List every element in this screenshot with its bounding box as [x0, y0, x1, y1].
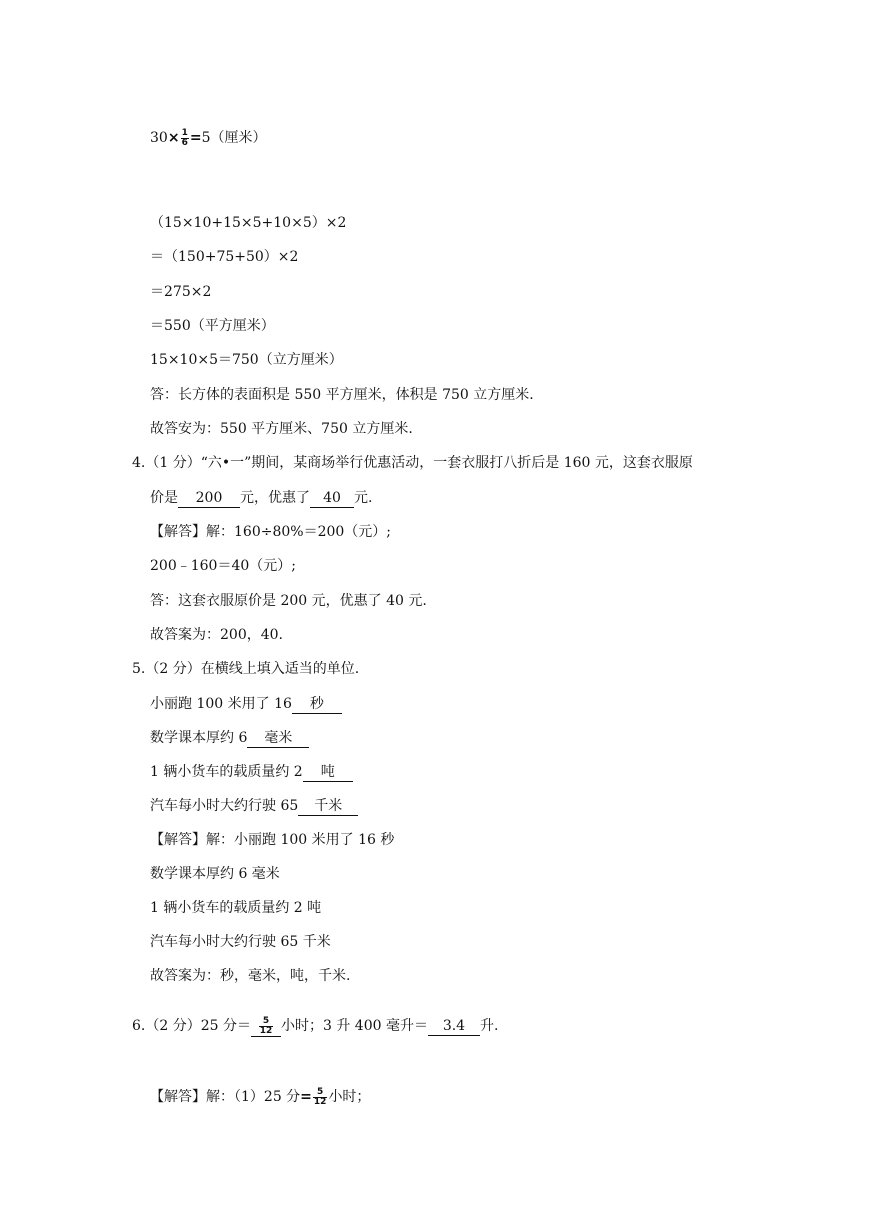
q6-solution-1: 【解答】解：（1）25 分= $\frac{5}{12}$ 小时；	[150, 1086, 371, 1107]
question-text: （1 分）“六•一”期间，某商场举行优惠活动，一套衣服打八折后是 160 元，这套衣服原	[145, 455, 693, 471]
q5-solution-3: 1 辆小货车的载质量约 2 吨	[150, 900, 322, 916]
answer-blank-discount: 40	[310, 489, 354, 508]
fraction-five-twelfths: $\frac{5}{12}$	[313, 1086, 327, 1107]
question-number: 6.	[132, 1018, 146, 1034]
q4-solution-1: 【解答】解：160÷80%＝200（元）;	[150, 524, 392, 540]
question-number: 4.	[132, 455, 146, 471]
question-4	[132, 453, 693, 473]
line-volume: 15×10×5＝750（立方厘米）	[150, 352, 343, 368]
question-number: 5.	[132, 661, 146, 677]
answer-blank-price: 200	[178, 489, 240, 508]
answer-blank: 秒	[292, 695, 342, 714]
question-text: （2 分）在横线上填入适当的单位.	[145, 661, 360, 677]
q5-solution-1: 【解答】解：小丽跑 100 米用了 16 秒	[150, 832, 395, 848]
equals-sign: =	[300, 1089, 312, 1105]
answer-blank-fraction	[251, 1017, 281, 1037]
q5-item-1: 小丽跑 100 米用了 16 秒	[150, 694, 342, 714]
question-5	[132, 659, 359, 679]
fraction-one-sixth: $\frac{1}{6}$	[181, 127, 188, 148]
answer-blank: 毫米	[247, 729, 309, 748]
q4-solution-4: 故答案为：200，40.	[150, 627, 283, 643]
operand: 30	[150, 130, 168, 146]
line-surface-expr: （15×10+15×5+10×5）×2	[150, 215, 347, 231]
q5-item-4: 汽车每小时大约行驶 65 千米	[150, 796, 358, 816]
question-6: 6.（2 分）25 分＝ $\frac{5}{12}$ 小时；3 升 400 毫升＝ 3.4 升.	[132, 1015, 499, 1036]
times-sign: ×	[167, 130, 180, 146]
result: 5（厘米）	[201, 130, 267, 146]
q5-solution-5: 故答案为：秒，毫米，吨，千米.	[150, 968, 351, 984]
answer-blank-liters: 3.4	[428, 1017, 480, 1036]
line-final-answer: 故答安为：550 平方厘米、750 立方厘米.	[150, 421, 413, 437]
q5-solution-4: 汽车每小时大约行驶 65 千米	[150, 934, 331, 950]
line-answer: 答：长方体的表面积是 550 平方厘米，体积是 750 立方厘米.	[150, 387, 534, 403]
equals-sign: =	[189, 130, 202, 146]
answer-blank: 千米	[298, 797, 358, 816]
q5-item-3: 1 辆小货车的载质量约 2 吨	[150, 762, 353, 782]
answer-blank: 吨	[303, 763, 353, 782]
line-calc-height	[150, 128, 266, 148]
line-surface-step1: ＝（150+75+50）×2	[150, 249, 299, 265]
line-surface-result: ＝550（平方厘米）	[150, 318, 275, 334]
q5-solution-2: 数学课本厚约 6 毫米	[150, 866, 280, 882]
q4-solution-3: 答：这套衣服原价是 200 元，优惠了 40 元.	[150, 593, 427, 609]
line-surface-step2: ＝275×2	[150, 284, 212, 300]
question-4-blanks: 价是 200 元，优惠了 40 元.	[150, 490, 373, 506]
q5-item-2: 数学课本厚约 6 毫米	[150, 728, 309, 748]
fraction-five-twelfths: $\frac{5}{12}$	[259, 1015, 273, 1036]
q4-solution-2: 200﹣160＝40（元）;	[150, 558, 296, 574]
